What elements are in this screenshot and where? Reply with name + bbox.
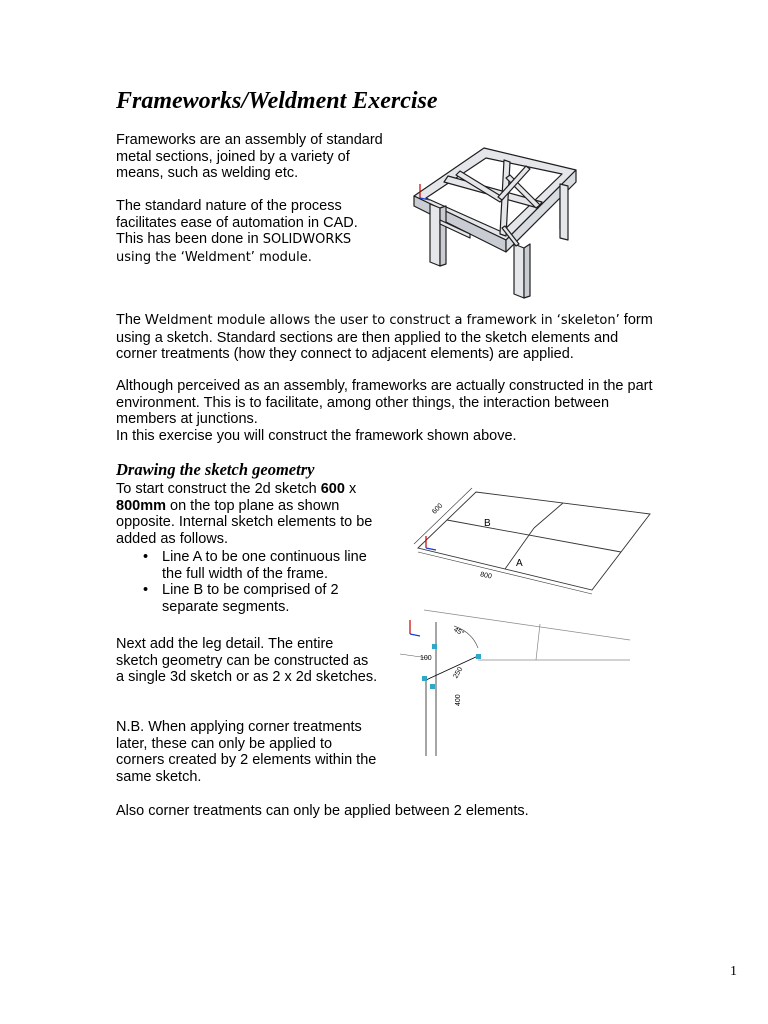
section-text-1e: on the top plane as shown opposite. Internal sketch elements to be added as follows. bbox=[116, 497, 373, 547]
framework-3d-figure bbox=[410, 140, 580, 300]
label-line-a: A bbox=[516, 558, 523, 569]
dimension-600: 600 bbox=[320, 481, 345, 497]
solidworks-text: SOLIDWORKS bbox=[262, 232, 352, 248]
body-text-3c: form using a sketch. Standard sections are then applied to the sketch elements and corner treatments (how they connect to adjacent elements) are applied. bbox=[116, 312, 653, 363]
bullet-list bbox=[116, 549, 378, 615]
section-text-1c: x bbox=[344, 481, 357, 497]
sketch-2d-figure bbox=[400, 478, 670, 598]
section-paragraph-2 bbox=[116, 636, 378, 686]
section-heading: Drawing the sketch geometry bbox=[116, 460, 315, 479]
front-left-leg bbox=[430, 204, 440, 266]
frame-line-3 bbox=[536, 624, 540, 660]
intro-text-1: Frameworks are an assembly of standard metal sections, joined by a variety of means, such as welding etc. bbox=[116, 132, 383, 182]
label-dim-250: 250 bbox=[452, 666, 465, 680]
label-dim-100: 100 bbox=[420, 655, 432, 662]
label-dim-400: 400 bbox=[455, 694, 462, 706]
intro-text-2b: using the ‘Weldment’ module. bbox=[116, 249, 312, 265]
section-paragraph-3 bbox=[116, 719, 384, 785]
front-right-leg bbox=[514, 244, 524, 298]
body-paragraph-4 bbox=[116, 378, 656, 428]
leg-detail-figure bbox=[398, 606, 638, 766]
intro-paragraph-1 bbox=[116, 132, 388, 182]
dimension-800-line bbox=[418, 552, 592, 594]
body-text-5: In this exercise you will construct the framework shown above. bbox=[116, 428, 517, 444]
line-b-segment-1 bbox=[534, 503, 563, 528]
section-text-2: Next add the leg detail. The entire sketch geometry can be constructed as a single 3d sketch or as 2 x 2d sketches. bbox=[116, 636, 378, 686]
body-text-3a: The W bbox=[116, 312, 159, 328]
front-left-leg-side bbox=[440, 206, 446, 266]
sketch-constraint-icons bbox=[422, 644, 481, 689]
body-text-4: Although perceived as an assembly, frameworks are actually constructed in the part environment. This is to facilitate, among other things, the interaction between members at junctions. bbox=[116, 378, 653, 428]
label-dim-800: 800 bbox=[479, 571, 493, 581]
label-angle: 45° bbox=[452, 626, 465, 638]
body-paragraph-3 bbox=[116, 312, 656, 363]
body-text-3b: eldment module allows the user to construct a framework in ‘skeleton’ bbox=[158, 313, 620, 328]
list-item: • Line A to be one continuous line the full width of the frame. bbox=[116, 549, 378, 582]
page-number: 1 bbox=[730, 964, 737, 979]
dimension-800mm: 800mm bbox=[116, 497, 166, 514]
dimension-600-line bbox=[414, 488, 472, 544]
page-title: Frameworks/Weldment Exercise bbox=[116, 88, 438, 114]
origin-icon bbox=[410, 620, 420, 636]
body-paragraph-5 bbox=[116, 428, 656, 445]
list-item: • Line B to be comprised of 2 separate segments. bbox=[116, 582, 378, 615]
line-a bbox=[447, 520, 621, 552]
section-text-1a: To start construct the 2d sketch bbox=[116, 481, 321, 497]
right-leg bbox=[560, 184, 568, 240]
section-paragraph-1 bbox=[116, 481, 378, 547]
section-text-3: N.B. When applying corner treatments later, these can only be applied to corners created by 2 elements within the same sketch. bbox=[116, 719, 377, 785]
section-text-4: Also corner treatments can only be applied between 2 elements. bbox=[116, 803, 529, 819]
frame-edge-line bbox=[424, 610, 630, 640]
label-line-b: B bbox=[484, 518, 491, 529]
section-paragraph-4 bbox=[116, 803, 636, 820]
origin-icon bbox=[426, 536, 436, 550]
intro-text-2a: The standard nature of the process facilitates ease of automation in CAD. This has been done in bbox=[116, 198, 358, 248]
intro-paragraph-2 bbox=[116, 198, 388, 266]
front-right-leg-side bbox=[524, 244, 530, 298]
label-dim-600: 600 bbox=[431, 502, 445, 516]
